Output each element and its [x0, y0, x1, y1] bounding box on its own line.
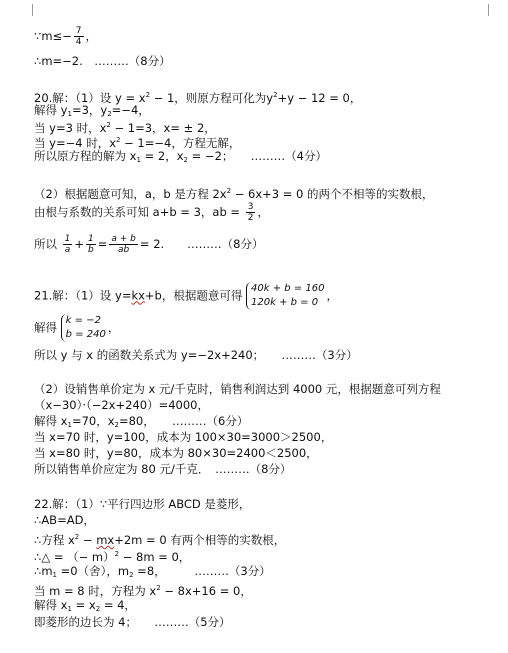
line-m-result: ∴m=−2. ………（8分） — [34, 54, 171, 68]
q21-roots: 解得 $x_1=70$，$x_2=80$， ………（6分） — [34, 414, 249, 429]
q20-case-y3: 当 y=3 时，$x^2 - 1=3$，x= ± 2， — [34, 121, 216, 135]
q20-part1-answer: 所以原方程的解为 $x_1 = 2$，$x_2 = -2$； ………（4分） — [34, 149, 327, 164]
q20-solve-y: 解得 $y_1=3$，$y_2=-4$， — [34, 103, 150, 118]
q20-case-y-4: 当 y=−4 时，$x^2 - 1=-4$，方程无解， — [34, 136, 241, 150]
q22-side-length: 即菱形的边长为 4； ………（5分） — [34, 615, 231, 629]
equation-system-brace: 40k + b = 160 120k + b = 0 — [246, 282, 324, 310]
q21-part2-intro: （2）设销售单价定为 x 元/千克时，销售利润达到 4000 元，根据题意可列方程 — [34, 382, 441, 396]
q22-ab-ad: ∴AB=AD， — [34, 513, 95, 527]
q22-roots: 解得 $x_1 = x_2 = 4$， — [34, 598, 136, 613]
q21-solution-system: 解得 k = −2 b = 240 ， — [34, 315, 120, 340]
fraction-1-over-a: $\frac{1}{a}$ — [64, 234, 71, 255]
page-corner-mark-right — [488, 4, 499, 16]
q22-discriminant: ∴△ = （− m）$^2$ − 8m = 0， — [34, 550, 191, 564]
page-corner-mark-left — [24, 4, 33, 16]
fraction-7-over-4: $\frac{7}{4}$ — [75, 26, 82, 47]
q22-m-values: $\therefore m_1 =0$（舍），$m_2 =8$， ………（3分） — [34, 564, 271, 579]
q21-function: 所以 y 与 x 的函数关系式为 y=−2x+240； ………（3分） — [34, 348, 358, 362]
q22-equation-m8: 当 m = 8 时，方程为 $x^2 - 8x+16 = 0$， — [34, 584, 252, 598]
q21-equation: （x−30）·（−2x+240）=4000， — [34, 398, 209, 412]
line-m-inequality: ∵m≤− $\frac{7}{4}$ ， — [34, 26, 98, 47]
q22-intro: 22.解：（1）∵平行四边形 ABCD 是菱形， — [34, 497, 251, 511]
q20-part2-intro: （2）根据题意可知，a，b 是方程 $2x^2 - 6x+3 = 0$ 的两个不相等的实数根， — [34, 187, 434, 201]
solution-system-brace: k = −2 b = 240 — [61, 314, 106, 342]
q21-case-80: 当 x=80 时，y=80，成本为 80×30=2400＜2500， — [34, 446, 318, 460]
q21-intro: 21.解：（1）设 y=kx+b，根据题意可得 40k + b = 160 120k + b = 0 ， — [34, 283, 338, 308]
q20-vieta: 由根与系数的关系可知 a+b = 3，ab = $\frac{3}{2}$ ， — [34, 202, 269, 223]
q21-conclusion: 所以销售单价应定为 80 元/千克． ………（8分） — [34, 462, 292, 476]
q20-part2-answer: 所以 $\frac{1}{a}$ + $\frac{1}{b}$ = $\frac{a + b}{ab}$ = 2. ………（8分） — [34, 234, 264, 255]
q20-intro: 20.解：（1）设 $y = x^2 - 1$，则原方程可化为$y^2+y - 12 = 0$， — [34, 91, 362, 105]
q21-case-70: 当 x=70 时，y=100，成本为 100×30=3000＞2500， — [34, 430, 333, 444]
fraction-1-over-b: $\frac{1}{b}$ — [88, 234, 94, 255]
fraction-3-over-2: $\frac{3}{2}$ — [247, 202, 254, 223]
q22-equation: ∴方程 $x^2 - mx+2m = 0$ 有两个相等的实数根， — [34, 533, 286, 547]
fraction-sum-over-product: $\frac{a + b}{ab}$ — [111, 234, 136, 255]
